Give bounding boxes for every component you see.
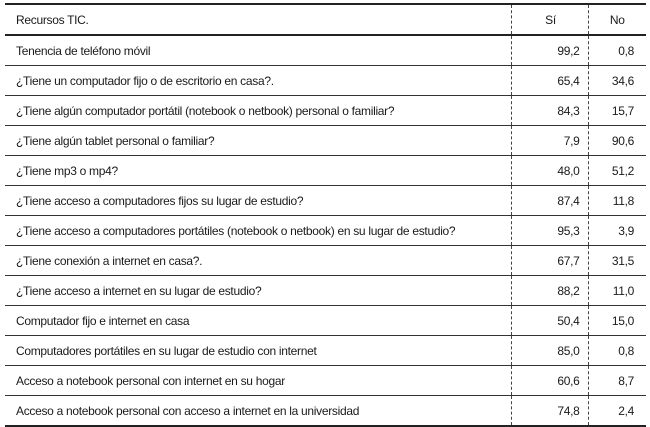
row-si-value: 99,2 [511, 35, 588, 66]
row-si-value: 87,4 [511, 186, 588, 216]
table-row [5, 66, 646, 96]
row-no-value: 15,7 [588, 96, 646, 126]
row-no-value: 90,6 [588, 126, 646, 156]
header-si: Sí [511, 4, 588, 35]
row-label: Computador fijo e internet en casa [5, 306, 511, 336]
ict-resources-table-container [5, 3, 646, 427]
row-no-value: 51,2 [588, 156, 646, 186]
table-row [5, 96, 646, 126]
row-no-value: 3,9 [588, 216, 646, 246]
row-si-value: 88,2 [511, 276, 588, 306]
row-si-value: 65,4 [511, 66, 588, 96]
row-si-value: 7,9 [511, 126, 588, 156]
row-si-value: 50,4 [511, 306, 588, 336]
row-label: ¿Tiene acceso a computadores portátiles (notebook o netbook) en su lugar de estudio? [5, 216, 511, 246]
table-row [5, 396, 646, 427]
row-si-value: 74,8 [511, 396, 588, 427]
row-label: ¿Tiene mp3 o mp4? [5, 156, 511, 186]
table-body [5, 35, 646, 426]
row-no-value: 11,0 [588, 276, 646, 306]
row-no-value: 34,6 [588, 66, 646, 96]
header-recursos-tic: Recursos TIC. [5, 4, 511, 35]
table-header [5, 4, 646, 35]
table-row [5, 246, 646, 276]
row-label: ¿Tiene conexión a internet en casa?. [5, 246, 511, 276]
row-no-value: 31,5 [588, 246, 646, 276]
ict-resources-table [5, 3, 646, 427]
row-si-value: 85,0 [511, 336, 588, 366]
row-no-value: 11,8 [588, 186, 646, 216]
row-label: ¿Tiene algún tablet personal o familiar? [5, 126, 511, 156]
row-no-value: 15,0 [588, 306, 646, 336]
row-no-value: 8,7 [588, 366, 646, 396]
table-row [5, 156, 646, 186]
row-label: Acceso a notebook personal con acceso a internet en la universidad [5, 396, 511, 427]
table-row [5, 35, 646, 66]
table-row [5, 276, 646, 306]
table-row [5, 216, 646, 246]
row-no-value: 0,8 [588, 336, 646, 366]
row-label: ¿Tiene acceso a computadores fijos su lugar de estudio? [5, 186, 511, 216]
table-row [5, 126, 646, 156]
row-si-value: 95,3 [511, 216, 588, 246]
row-label: ¿Tiene un computador fijo o de escritorio en casa?. [5, 66, 511, 96]
row-label: ¿Tiene acceso a internet en su lugar de estudio? [5, 276, 511, 306]
row-label: Acceso a notebook personal con internet en su hogar [5, 366, 511, 396]
row-si-value: 48,0 [511, 156, 588, 186]
table-row [5, 186, 646, 216]
row-label: Tenencia de teléfono móvil [5, 35, 511, 66]
row-label: ¿Tiene algún computador portátil (notebook o netbook) personal o familiar? [5, 96, 511, 126]
table-row [5, 336, 646, 366]
header-row [5, 4, 646, 35]
row-si-value: 67,7 [511, 246, 588, 276]
row-si-value: 84,3 [511, 96, 588, 126]
table-row [5, 366, 646, 396]
row-no-value: 0,8 [588, 35, 646, 66]
row-si-value: 60,6 [511, 366, 588, 396]
header-no: No [588, 4, 646, 35]
row-label: Computadores portátiles en su lugar de estudio con internet [5, 336, 511, 366]
row-no-value: 2,4 [588, 396, 646, 427]
table-row [5, 306, 646, 336]
